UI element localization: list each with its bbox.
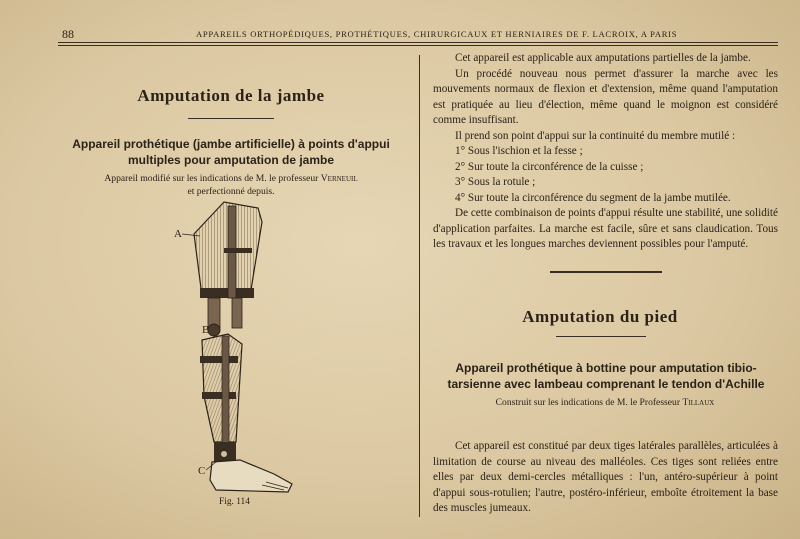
header-rule (58, 42, 778, 43)
professor-name: Verneuil (320, 173, 358, 184)
list-item-2: 2° Sur toute la circonférence de la cuisse ; (455, 160, 644, 173)
subheading-leg-apparatus: Appareil prothétique (jambe artificielle) à points d'appui multiples pour amputation de jambe (72, 137, 390, 167)
leg-description (433, 51, 778, 253)
list-item-3: 3° Sous la rotule ; (455, 176, 536, 188)
note-text: Appareil modifié sur les indications de M. le professeur (104, 173, 319, 184)
foot-shape (210, 460, 292, 492)
paragraph-foot: Cet appareil est constitué par deux tiges latérales parallèles, articulées à limitation de course au niveau des malléoles. Ces tiges sont reliées entre elles par deux demi-cercles métalliques : l'un, antéro-supérieur à point d'appui sous-rotulien; l'autre, postéro-inférieur, emboîte étroitement la base des muscles jumeaux. (433, 440, 778, 514)
list-item-4: 4° Sur toute la circonférence du segment de la jambe mutilée. (455, 191, 731, 204)
subheading-foot-apparatus: Appareil prothétique à bottine pour amputation tibio-tarsienne avec lambeau comprenant le tendon d'Achille (447, 361, 765, 391)
paragraph-3: Il prend son point d'appui sur la continuité du membre mutilé : (455, 129, 736, 142)
paragraph-4: De cette combinaison de points d'appui résulte une stabilité, une solidité d'application parfaites. La marche est facile, sûre et sans claudication. Tous les travaux et les longues marches deviennent possibles pour l'amputé. (433, 207, 778, 250)
foot-description (433, 439, 778, 517)
paragraph-1: Cet appareil est applicable aux amputations partielles de la jambe. (455, 52, 751, 64)
knee-joint (208, 324, 220, 336)
figure-label-b: B (202, 324, 210, 336)
running-head: APPAREILS ORTHOPÉDIQUES, PROTHÉTIQUES, CHIRURGICAUX ET HERNIAIRES DE F. LACROIX, A PARIS (196, 29, 678, 39)
paragraph-2: Un procédé nouveau nous permet d'assurer la marche avec les mouvements normaux de flexion et d'extension, même quand l'amputation est pratiquée au lieu d'élection, même quand le moignon est considéré comme insuffisant. (433, 67, 778, 126)
page-number: 88 (62, 27, 74, 41)
section-separator-rule (550, 271, 662, 273)
figure-label-c: C (198, 465, 206, 477)
attribution-note-right (440, 396, 770, 409)
shin-side-bar (222, 336, 229, 446)
thigh-strap (200, 288, 254, 298)
knee-hinge-bar-rear (232, 298, 242, 328)
heading-underline-right (556, 336, 646, 337)
shin-strap-lower (202, 392, 236, 399)
thigh-buckle-strap (224, 248, 252, 253)
list-item-1: 1° Sous l'ischion et la fesse ; (455, 145, 583, 157)
column-divider (419, 55, 420, 517)
page-header (0, 0, 800, 42)
shin-strap-upper (200, 356, 238, 363)
prosthetic-leg-illustration (166, 196, 306, 498)
header-rule-secondary (58, 45, 778, 46)
note-text: Construit sur les indications de M. le Professeur (495, 397, 681, 408)
heading-underline-left (188, 118, 274, 119)
section-heading-leg: Amputation de la jambe (137, 86, 325, 105)
note-text-continued: et perfectionné depuis. (187, 186, 275, 197)
professor-name: Tillaux (682, 397, 715, 408)
ankle-pivot (221, 451, 227, 457)
attribution-note-left (80, 172, 382, 198)
figure-label-a: A (174, 228, 182, 240)
section-heading-foot: Amputation du pied (522, 307, 678, 326)
figure-caption: Fig. 114 (219, 497, 250, 507)
